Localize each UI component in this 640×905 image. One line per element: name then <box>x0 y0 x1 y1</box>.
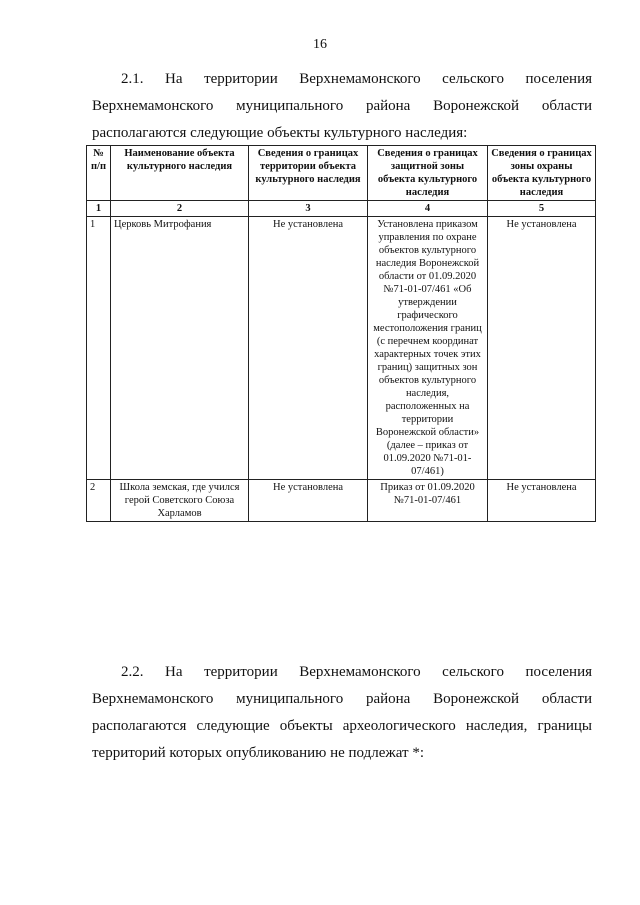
header-protection-zone: Сведения о границах зоны охраны объекта культурного наследия <box>488 146 596 201</box>
paragraph-line: располагаются следующие объекты культурного наследия: <box>92 125 468 141</box>
row-number: 1 <box>87 217 111 480</box>
protection-zone-status: Не установлена <box>488 217 596 480</box>
table-header-row <box>87 146 596 201</box>
header-territory-boundaries: Сведения о границах территории объекта культурного наследия <box>249 146 368 201</box>
paragraph-line: располагаются следующие объекты археологического наследия, границы <box>92 718 592 734</box>
object-name: Церковь Митрофания <box>111 217 249 480</box>
territory-status: Не установлена <box>249 480 368 522</box>
header-number: № п/п <box>87 146 111 201</box>
section-2-1-paragraph <box>92 66 592 147</box>
header-object-name: Наименование объекта культурного наследия <box>111 146 249 201</box>
protective-zone-status: Приказ от 01.09.2020 №71-01-07/461 <box>368 480 488 522</box>
column-number: 4 <box>368 201 488 217</box>
column-number: 2 <box>111 201 249 217</box>
section-2-2-paragraph <box>92 659 592 767</box>
header-protective-zone: Сведения о границах защитной зоны объекта культурного наследия <box>368 146 488 201</box>
protective-zone-status: Установлена приказом управления по охране объектов культурного наследия Воронежской области от 01.09.2020 №71-01-07/461 «Об утверждении графического местоположения границ (с перечнем координат характерных точек этих границ) защитных зон объектов культурного наследия, расположенных на территории Воронежской области» (далее – приказ от 01.09.2020 №71-01-07/461) <box>368 217 488 480</box>
paragraph-line: 2.1. На территории Верхнемамонского сельского поселения <box>121 71 592 87</box>
object-name: Школа земская, где учился герой Советского Союза Харламов <box>111 480 249 522</box>
row-number: 2 <box>87 480 111 522</box>
paragraph-line: территорий которых опубликованию не подлежат *: <box>92 745 425 761</box>
column-number-row <box>87 201 596 217</box>
paragraph-line: 2.2. На территории Верхнемамонского сельского поселения <box>121 664 592 680</box>
column-number: 1 <box>87 201 111 217</box>
column-number: 3 <box>249 201 368 217</box>
table-row <box>87 480 596 522</box>
protection-zone-status: Не установлена <box>488 480 596 522</box>
paragraph-line: Верхнемамонского муниципального района Воронежской области <box>92 98 592 114</box>
column-number: 5 <box>488 201 596 217</box>
paragraph-line: Верхнемамонского муниципального района Воронежской области <box>92 691 592 707</box>
table-row <box>87 217 596 480</box>
page-number: 16 <box>313 37 327 52</box>
cultural-heritage-table <box>86 145 596 522</box>
territory-status: Не установлена <box>249 217 368 480</box>
